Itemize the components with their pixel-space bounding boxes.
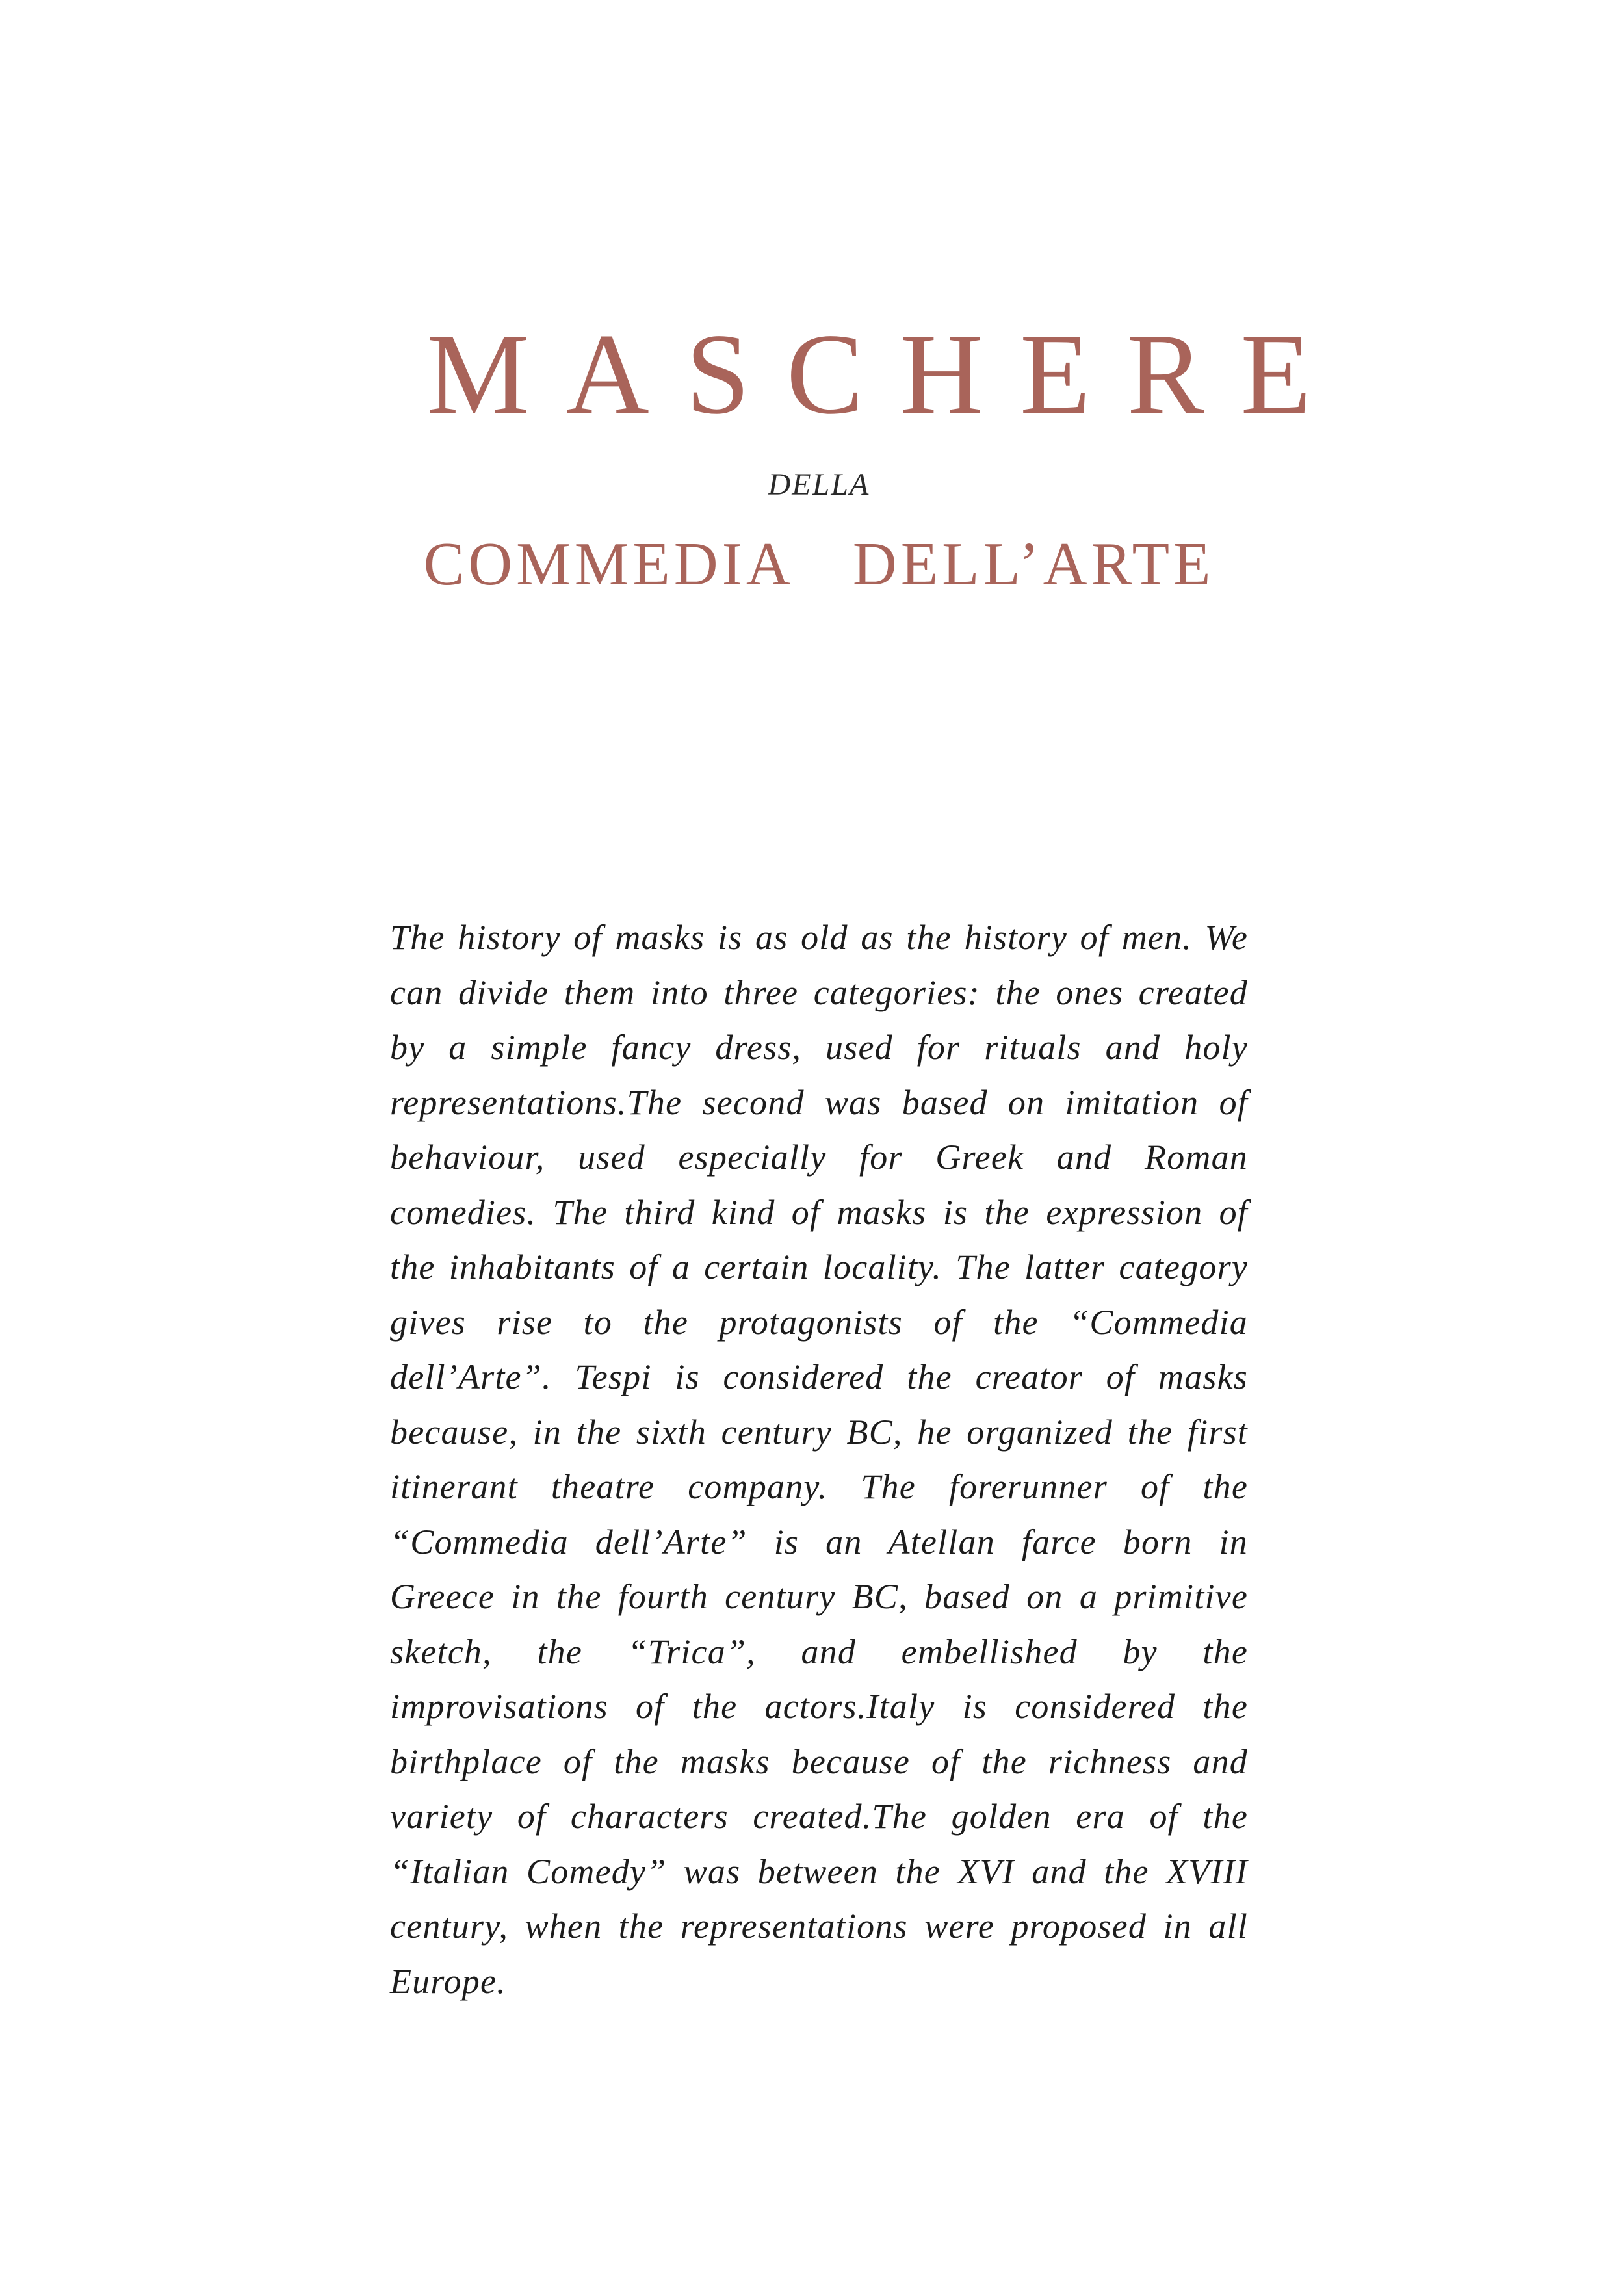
title-connector: DELLA bbox=[768, 467, 870, 502]
body-paragraph: The history of masks is as old as the history of men. We can divide them into three categories: the ones created by a simple fancy dress, used for rituals and holy representations.The second was based on imitation of behaviour, used especially for Greek and Roman comedies. The third kind of masks is the expression of the inhabitants of a certain locality. The latter category gives rise to the protagonists of the “Commedia dell’Arte”. Tespi is considered the creator of masks because, in the sixth century BC, he organized the first itinerant theatre company. The forerunner of the “Commedia dell’Arte” is an Atellan farce born in Greece in the fourth century BC, based on a primitive sketch, the “Trica”, and embellished by the improvisations of the actors.Italy is considered the birthplace of the masks because of the richness and variety of characters created.The golden era of the “Italian Comedy” was between the XVI and the XVIII century, when the representations were proposed in all Europe. bbox=[390, 918, 1248, 2001]
subtitle-first-word: COMMEDIA bbox=[423, 530, 794, 598]
subtitle bbox=[390, 525, 1248, 603]
subtitle-second-word: DELL’ARTE bbox=[852, 530, 1215, 598]
main-title: MASCHERE bbox=[426, 309, 1348, 438]
